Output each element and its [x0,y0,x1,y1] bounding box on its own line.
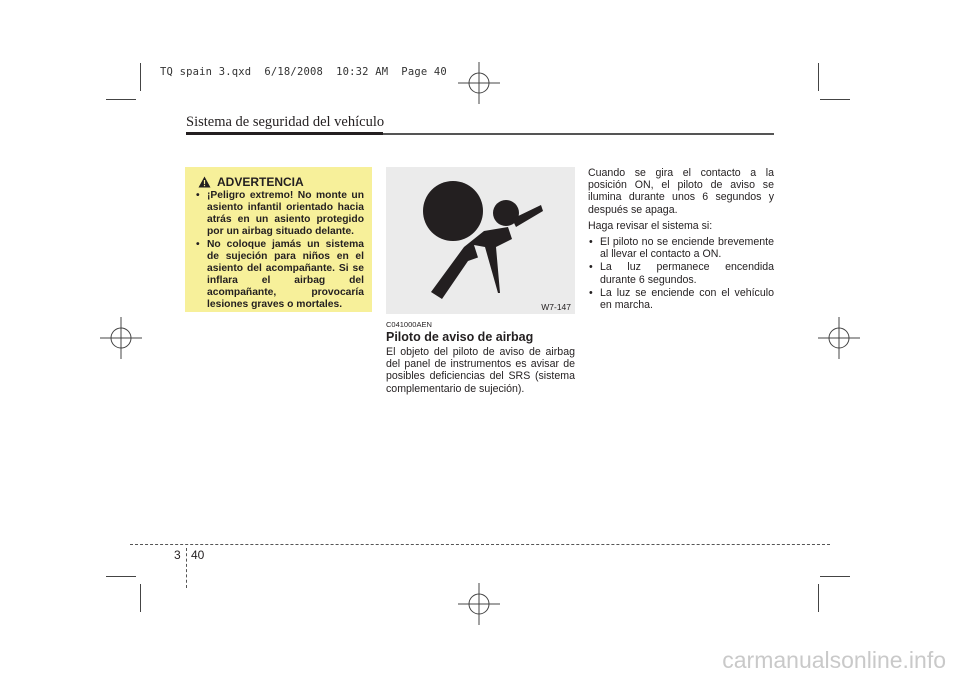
section-title: Sistema de seguridad del vehículo [186,114,385,130]
registration-mark-right [818,317,860,359]
registration-mark-top [458,62,500,104]
airbag-warning-icon [386,167,575,314]
chapter-number: 3 [174,548,181,562]
list-item: • El piloto no se enciende brevemente al llevar el contacto a ON. [588,236,774,260]
figure-code: W7-147 [541,302,571,312]
right-column [588,167,774,312]
watermark: carmanualsonline.info [722,647,946,673]
list-item: • La luz permanece encendida durante 6 segundos. [588,261,774,285]
paragraph: Cuando se gira el contacto a la posición ON, el piloto de aviso se ilumina durante unos 6 segundos y después se apaga. [588,167,774,216]
section-code: C041000AEN [386,320,432,329]
registration-mark-left [100,317,142,359]
footer-divider [186,548,187,588]
footer-rule [130,544,830,545]
warning-item: • ¡Peligro extremo! No monte un asiento infantil orientado hacia atrás en un asiento protegido por un airbag situado delante. [193,190,364,238]
check-list [588,236,774,311]
warning-triangle-icon [198,176,211,188]
header-underline [186,132,383,135]
warning-title: ADVERTENCIA [217,175,304,189]
paragraph: Haga revisar el sistema si: [588,219,713,232]
page-number: 40 [191,548,205,562]
print-slug: TQ spain 3.qxd 6/18/2008 10:32 AM Page 40 [160,66,447,78]
list-item: • La luz se enciende con el vehículo en marcha. [588,287,774,311]
airbag-figure [386,167,575,314]
warning-header [198,175,364,189]
section-paragraph: El objeto del piloto de aviso de airbag del panel de instrumentos es avisar de posibles deficiencias del SRS (sistema complementario de sujeción). [386,346,575,395]
warning-item: • No coloque jamás un sistema de sujeción para niños en el asiento del acompañante. Si se inflara el airbag del acompañante, provocaría lesiones graves o mortales. [193,239,364,311]
section-heading: Piloto de aviso de airbag [386,330,534,344]
registration-mark-bottom [458,583,500,625]
warning-list [193,190,364,311]
warning-box [185,167,372,312]
